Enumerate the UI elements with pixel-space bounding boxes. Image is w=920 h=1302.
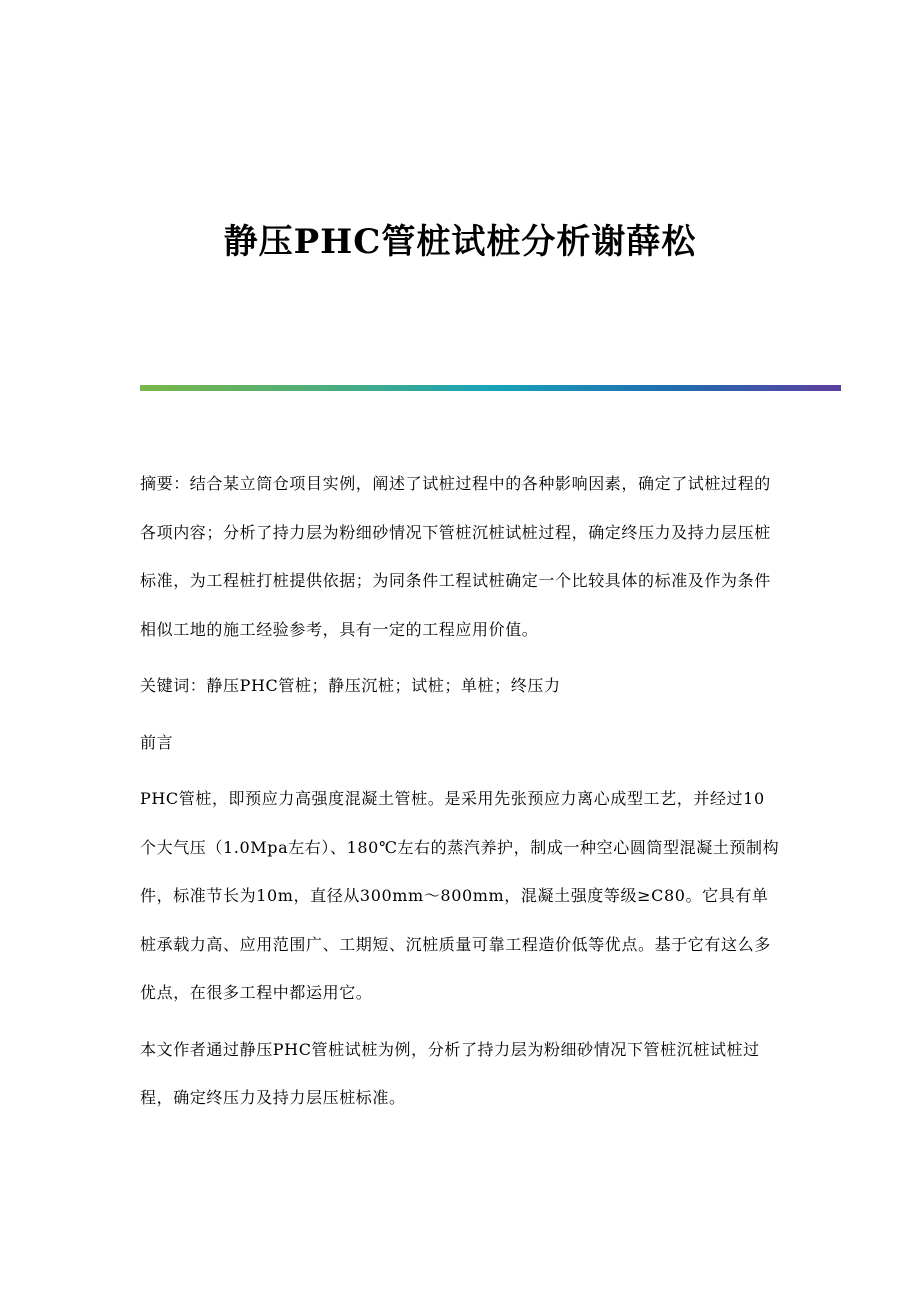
section-heading-preface: 前言: [140, 732, 174, 752]
intro-paragraph: PHC管桩，即预应力高强度混凝土管桩。是采用先张预应力离心成型工艺，并经过10个大气压（1.0Mpa左右）、180℃左右的蒸汽养护，制成一种空心圆筒型混凝土预制构件，标准节长为10m，直径从300mm～800mm，混凝土强度等级≥C80。它具有单桩承载力高、应用范围广、工期短、沉桩质量可靠工程造价低等优点。基于它有这么多优点，在很多工程中都运用它。: [140, 789, 780, 1002]
purpose-paragraph: 本文作者通过静压PHC管桩试桩为例，分析了持力层为粉细砂情况下管桩沉桩试桩过程，确定终压力及持力层压桩标准。: [140, 1039, 760, 1107]
abstract-paragraph: 摘要：结合某立筒仓项目实例，阐述了试桩过程中的各种影响因素，确定了试桩过程的各项内容；分析了持力层为粉细砂情况下管桩沉桩试桩过程，确定终压力及持力层压桩标准，为工程桩打桩提供依据；为同条件工程试桩确定一个比较具体的标准及作为条件相似工地的施工经验参考，具有一定的工程应用价值。: [140, 474, 771, 639]
document-title: 静压PHC管桩试桩分析谢薛松: [223, 222, 697, 262]
title-divider: [140, 385, 841, 391]
keywords-paragraph: 关键词：静压PHC管桩；静压沉桩；试桩；单桩；终压力: [140, 676, 561, 695]
document-body: [140, 460, 780, 1131]
